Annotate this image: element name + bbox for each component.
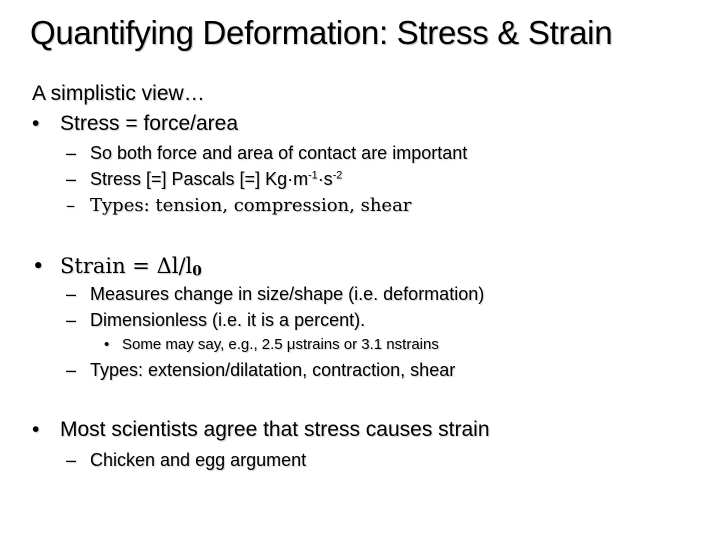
stress-units-exp2: -2 xyxy=(332,169,343,182)
dash-icon: – xyxy=(66,169,77,189)
dash-icon: – xyxy=(66,360,77,380)
dash-icon: – xyxy=(66,195,75,216)
bullet-icon: • xyxy=(104,336,110,353)
strain-sub-text-2: Dimensionless (i.e. it is a percent). xyxy=(90,310,366,330)
strain-bullet xyxy=(32,254,202,278)
dash-icon: – xyxy=(66,143,77,163)
agree-text: Most scientists agree that stress causes strain xyxy=(60,418,490,441)
stress-definition: Stress = force/area xyxy=(60,112,238,135)
strain-sub-sub-text: Some may say, e.g., 2.5 μstrains or 3.1 nstrains xyxy=(122,336,439,353)
dash-icon: – xyxy=(66,450,77,470)
slide-title: Quantifying Deformation: Stress & Strain xyxy=(30,14,613,51)
stress-units-text: Stress [=] Pascals [=] Kg·m xyxy=(90,169,309,189)
bullet-icon: • xyxy=(32,418,40,441)
agree-bullet xyxy=(32,418,490,442)
strain-subscript: 0 xyxy=(192,263,202,280)
stress-sub-text-1: So both force and area of contact are important xyxy=(90,143,468,163)
strain-sub-item-2 xyxy=(66,310,365,331)
stress-types-text: Types: tension, compression, shear xyxy=(90,195,412,216)
bullet-icon: • xyxy=(32,254,45,278)
dash-icon: – xyxy=(66,284,77,304)
dash-icon: – xyxy=(66,310,77,330)
stress-sub-item-2 xyxy=(66,169,342,190)
agree-sub-text-1: Chicken and egg argument xyxy=(90,450,307,470)
stress-sub-item-1 xyxy=(66,143,467,164)
intro-text: A simplistic view… xyxy=(32,82,205,105)
strain-sub-sub-item xyxy=(104,336,439,353)
strain-definition: Strain = Δl/l xyxy=(60,254,193,278)
stress-sub-item-3 xyxy=(66,195,411,216)
stress-units-exp1: -1 xyxy=(308,169,318,182)
strain-sub-item-3 xyxy=(66,360,455,381)
strain-types-text: Types: extension/dilatation, contraction, shear xyxy=(90,360,456,380)
strain-sub-text-1: Measures change in size/shape (i.e. deformation) xyxy=(90,284,485,304)
agree-sub-item-1 xyxy=(66,450,306,471)
bullet-icon: • xyxy=(32,112,40,135)
stress-units-mid: ·s xyxy=(317,169,333,189)
stress-bullet xyxy=(32,112,238,136)
strain-sub-item-1 xyxy=(66,284,484,305)
